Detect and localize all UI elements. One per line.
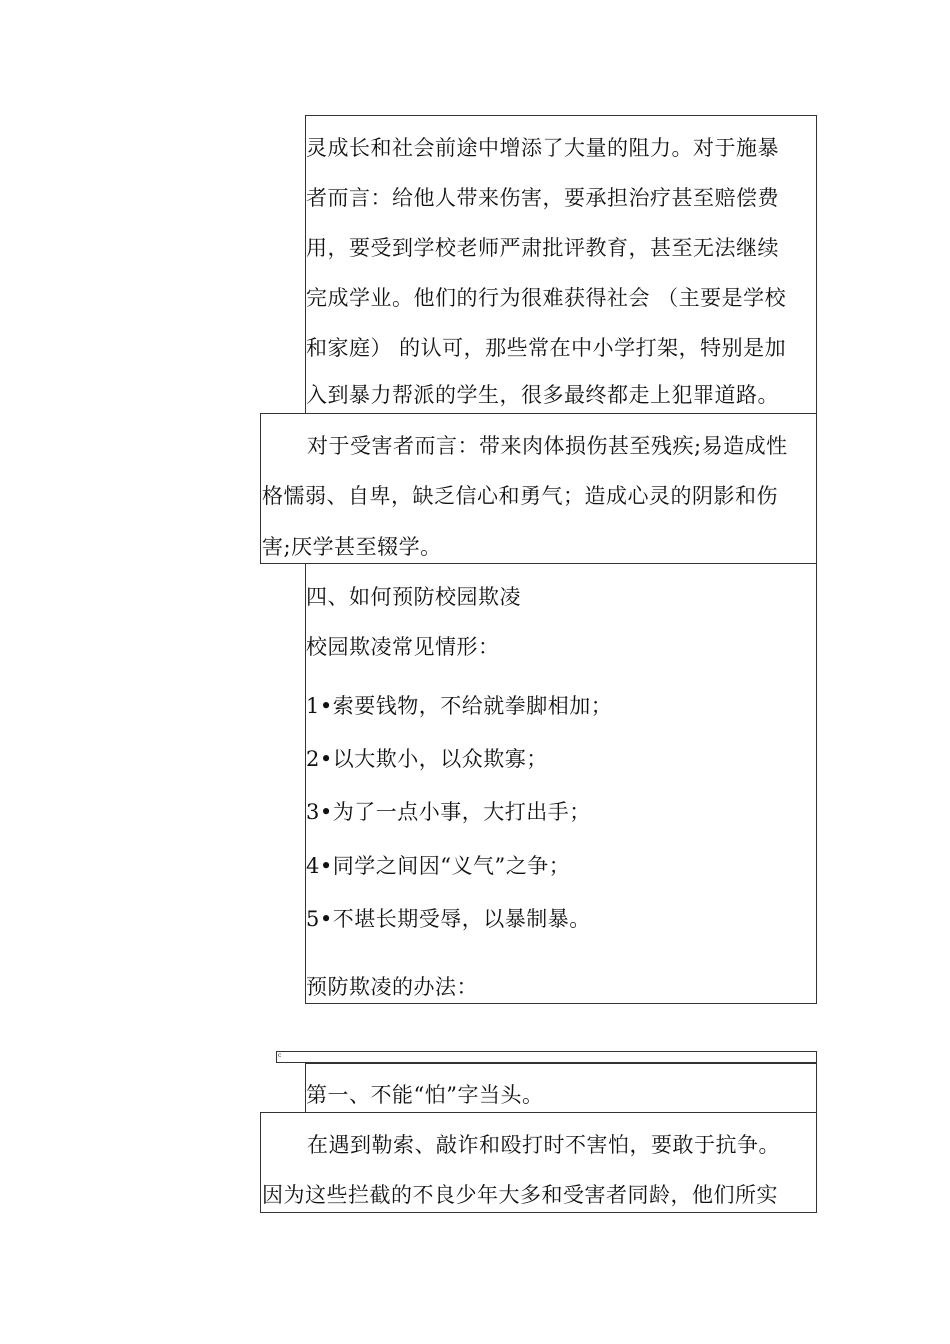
paragraph-line: 对于受害者而言：带来肉体损伤甚至残疾;易造成性 — [307, 434, 788, 458]
paragraph-line: 入到暴力帮派的学生，很多最终都走上犯罪道路。 — [306, 383, 779, 407]
text-block-prevention — [305, 563, 817, 1004]
paragraph-line: 和家庭） 的认可，那些常在中小学打架，特别是加 — [306, 336, 787, 360]
paragraph-line: 格懦弱、自卑，缺乏信心和勇气；造成心灵的阴影和伤 — [262, 484, 778, 508]
list-item: 1•索要钱物，不给就拳脚相加； — [306, 694, 613, 718]
list-item: 3•为了一点小事，大打出手； — [306, 800, 591, 824]
strip-marker: c — [278, 1052, 282, 1059]
paragraph-line: 在遇到勒索、敲诈和殴打时不害怕，要敢于抗争。 — [307, 1133, 780, 1157]
paragraph-line: 者而言：给他人带来伤害，要承担治疗甚至赔偿费 — [306, 186, 779, 210]
rule-heading: 第一、不能“怕”字当头。 — [306, 1083, 544, 1107]
subheading-methods: 预防欺凌的办法： — [306, 975, 478, 999]
paragraph-line: 用，要受到学校老师严肃批评教育，甚至无法继续 — [306, 236, 779, 260]
list-item: 5•不堪长期受辱，以暴制暴。 — [306, 907, 591, 931]
subheading: 校园欺凌常见情形： — [306, 635, 500, 659]
list-item: 2•以大欺小，以众欺寡； — [306, 747, 548, 771]
thin-strip — [276, 1051, 817, 1063]
list-item: 4•同学之间因“义气”之争； — [306, 854, 571, 878]
paragraph-line: 因为这些拦截的不良少年大多和受害者同龄，他们所实 — [262, 1183, 778, 1207]
paragraph-line: 灵成长和社会前途中增添了大量的阻力。对于施暴 — [306, 136, 779, 160]
section-heading: 四、如何预防校园欺凌 — [306, 585, 521, 609]
paragraph-line: 害;厌学甚至辍学。 — [262, 535, 442, 559]
paragraph-line: 完成学业。他们的行为很难获得社会 （主要是学校 — [306, 286, 787, 310]
